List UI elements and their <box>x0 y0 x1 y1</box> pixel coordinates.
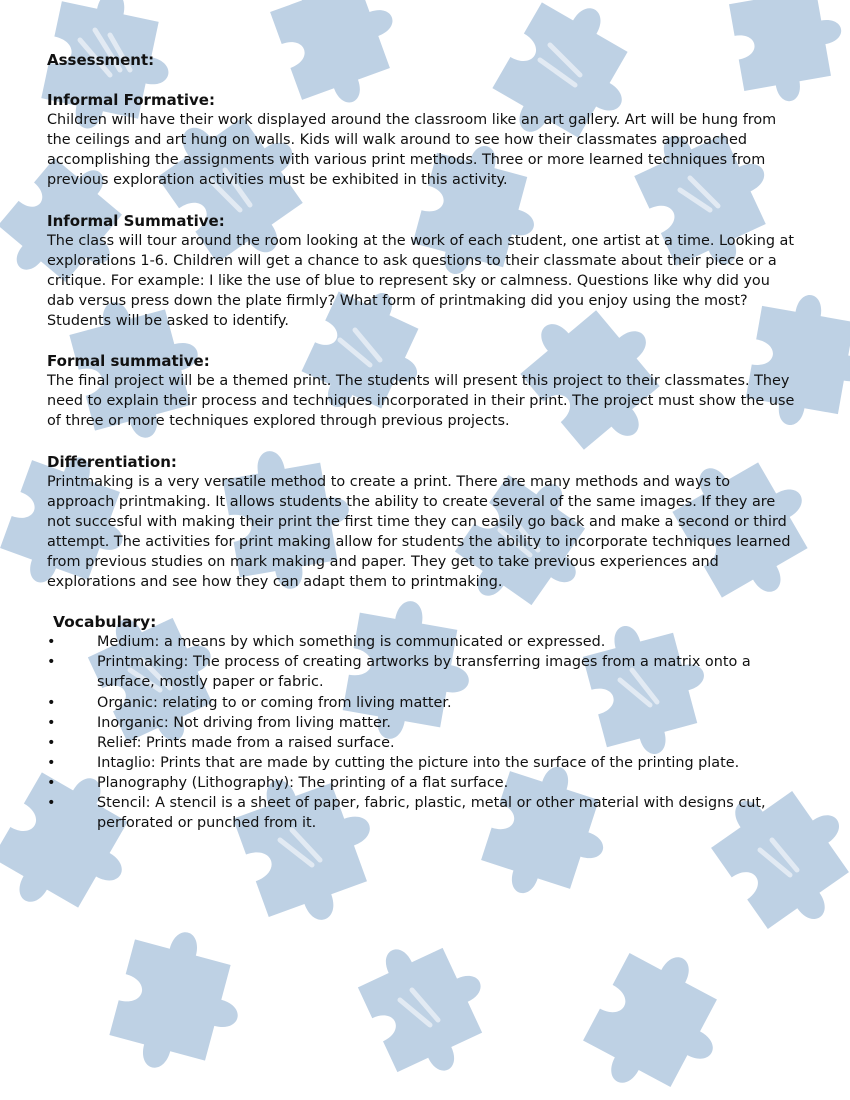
vocabulary-item-text: Printmaking: The process of creating artworks by transferring images from a matrix onto a surface, mostly paper or fabric. <box>97 654 751 691</box>
vocabulary-title: Vocabulary: <box>53 613 157 632</box>
formal-summative-section <box>47 351 799 431</box>
vocabulary-item-text: Inorganic: Not driving from living matter. <box>97 714 391 731</box>
informal-formative-text: Children will have their work displayed around the classroom like an art gallery. Art will be hung from the ceilings and art hung on walls. Kids will walk around to see how their classmates approached accomplishing the assignments with various print methods. Three or more learned techniques from previous exploration activities must be exhibited in this activity. <box>47 112 777 189</box>
vocabulary-item <box>47 713 799 733</box>
bullet-icon: • <box>47 654 56 671</box>
vocabulary-list <box>47 632 799 833</box>
vocabulary-item <box>47 753 799 773</box>
informal-formative-section <box>47 90 799 190</box>
vocabulary-section <box>47 612 799 833</box>
bullet-icon: • <box>47 795 56 811</box>
informal-formative-heading: Informal Formative: <box>47 91 215 110</box>
vocabulary-item <box>47 652 799 692</box>
differentiation-text: Printmaking is a very versatile method to create a print. There are many methods and ways to approach printmaking. It allows students the ability to create several of the same images. If they are not succesful with making their print the first time they can easily go back and make a second or third attempt. The activities for print making allow for students the ability to incorporate techniques learned from previous studies on mark making and paper. They get to take previous experiences and explorations and see how they can adapt them to printmaking. <box>47 473 791 591</box>
vocabulary-item-text: Stencil: A stencil is a sheet of paper, fabric, plastic, metal or other material with designs cut, perforated or punched from it. <box>97 795 766 832</box>
vocabulary-item-text: Organic: relating to or coming from living matter. <box>97 694 452 711</box>
formal-summative-text: The final project will be a themed print. The students will present this project to their classmates. They need to explain their process and techniques incorporated in their print. The project must show the use of three or more techniques explored through previous projects. <box>47 373 795 430</box>
formal-summative-heading: Formal summative: <box>47 352 210 371</box>
informal-summative-heading: Informal Summative: <box>47 211 225 230</box>
vocabulary-item <box>47 693 799 713</box>
vocabulary-item <box>47 733 799 753</box>
vocabulary-item-text: Medium: a means by which something is communicated or expressed. <box>97 634 606 651</box>
differentiation-section <box>47 452 799 593</box>
bullet-icon: • <box>47 714 56 731</box>
document-body <box>47 50 799 833</box>
vocabulary-item-text: Planography (Lithography): The printing of a flat surface. <box>97 774 509 791</box>
bullet-icon: • <box>47 634 56 651</box>
vocabulary-item <box>47 773 799 793</box>
bullet-icon: • <box>47 754 56 771</box>
assessment-title: Assessment: <box>47 51 155 69</box>
vocabulary-item-text: Relief: Prints made from a raised surface. <box>97 734 395 751</box>
differentiation-heading: Differentiation: <box>47 452 177 471</box>
vocabulary-item <box>47 793 799 833</box>
bullet-icon: • <box>47 734 56 751</box>
informal-summative-section <box>47 211 799 332</box>
vocabulary-item <box>47 632 799 652</box>
bullet-icon: • <box>47 774 56 791</box>
informal-summative-text: The class will tour around the room looking at the work of each student, one artist at a time. Looking at explorations 1-6. Children will get a chance to ask questions to their classmate about their piece or a critique. For example: I like the use of blue to represent sky or calmness. Questions like why did you dab versus press down the plate firmly? What form of printmaking did you enjoy using the most? Students will be asked to identify. <box>47 232 795 330</box>
bullet-icon: • <box>47 694 56 711</box>
vocabulary-item-text: Intaglio: Prints that are made by cutting the picture into the surface of the printing plate. <box>97 754 740 771</box>
